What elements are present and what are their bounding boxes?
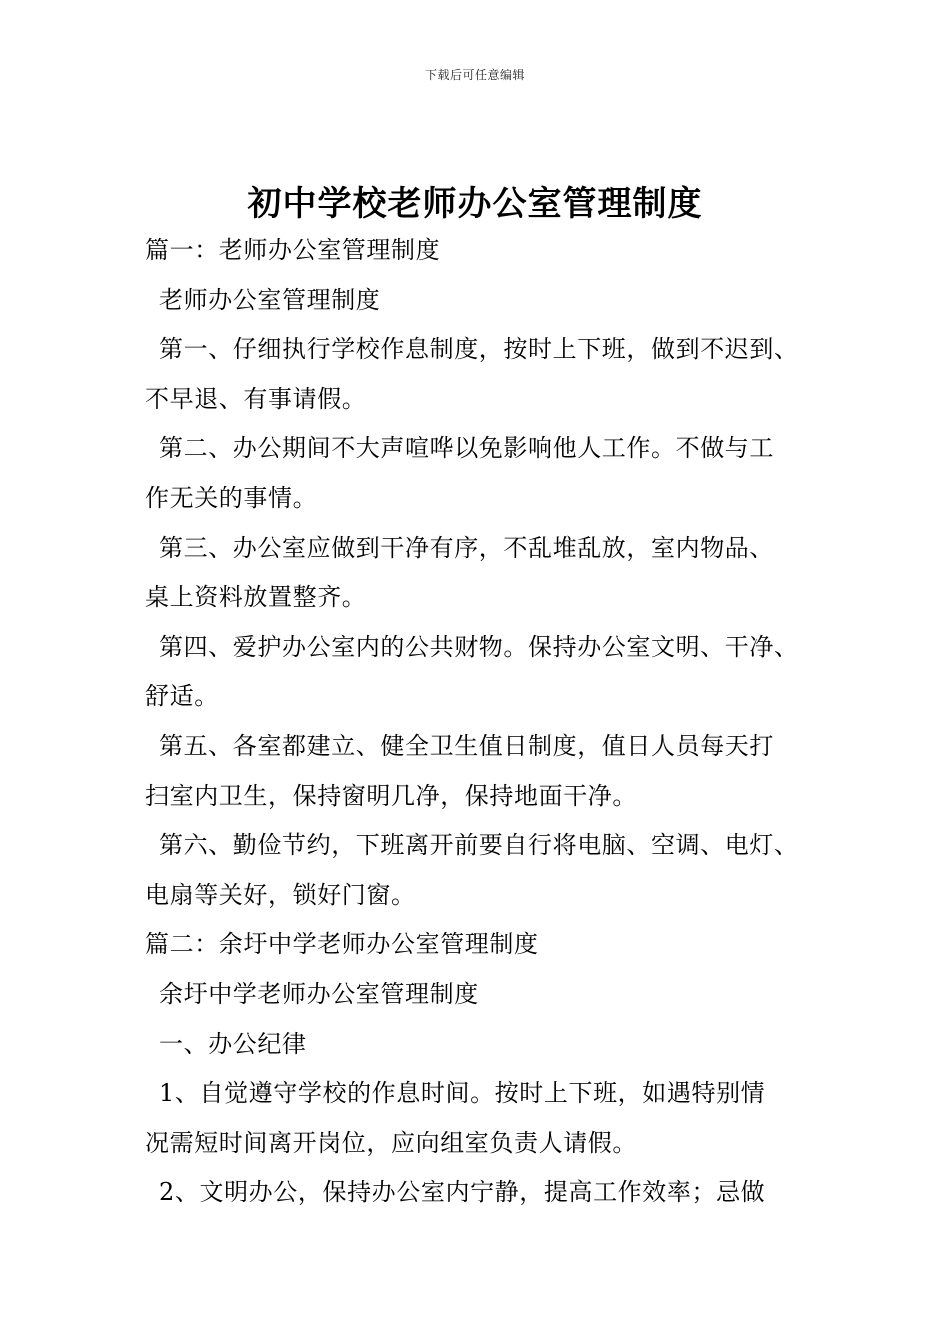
- text-line: 篇二：余圩中学老师办公室管理制度: [145, 930, 539, 959]
- text-line: 2、文明办公，保持办公室内宁静，提高工作效率；忌做: [159, 1178, 766, 1207]
- document-title: 初中学校老师办公室管理制度: [247, 184, 703, 224]
- text-line: 第五、各室都建立、健全卫生值日制度，值日人员每天打: [159, 731, 774, 760]
- text-line: 不早退、有事请假。: [145, 384, 367, 413]
- text-line: 第三、办公室应做到干净有序，不乱堆乱放，室内物品、: [159, 533, 774, 562]
- text-line: 作无关的事情。: [145, 483, 318, 512]
- text-line: 1、自觉遵守学校的作息时间。按时上下班，如遇特别情: [159, 1079, 766, 1108]
- text-line: 况需短时间离开岗位，应向组室负责人请假。: [145, 1128, 637, 1157]
- text-line: 舒适。: [145, 682, 219, 711]
- text-line: 扫室内卫生，保持窗明几净，保持地面干净。: [145, 781, 637, 810]
- text-line: 第六、勤俭节约，下班离开前要自行将电脑、空调、电灯、: [159, 831, 799, 860]
- text-line: 电扇等关好，锁好门窗。: [145, 880, 416, 909]
- header-note: 下载后可任意编辑: [424, 68, 525, 82]
- text-line: 桌上资料放置整齐。: [145, 583, 367, 612]
- text-line: 第二、办公期间不大声喧哗以免影响他人工作。不做与工: [159, 434, 774, 463]
- text-line: 一、办公纪律: [159, 1029, 307, 1058]
- text-line: 老师办公室管理制度: [159, 285, 381, 314]
- text-line: 第四、爱护办公室内的公共财物。保持办公室文明、干净、: [159, 632, 799, 661]
- document-body: [145, 226, 825, 1218]
- text-line: 篇一：老师办公室管理制度: [145, 236, 441, 264]
- text-line: 余圩中学老师办公室管理制度: [159, 979, 479, 1008]
- text-line: 第一、仔细执行学校作息制度，按时上下班，做到不迟到、: [159, 335, 799, 364]
